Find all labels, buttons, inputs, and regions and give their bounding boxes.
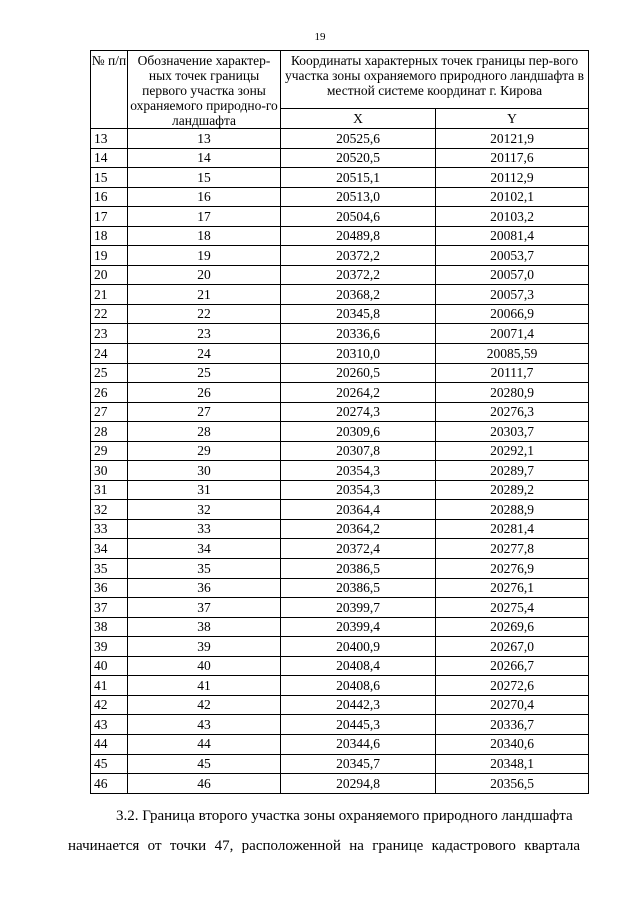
- table-row: [91, 265, 589, 285]
- point-cell: 34: [128, 539, 281, 559]
- table-row: [91, 207, 589, 227]
- y-coordinate-cell: 20292,1: [436, 441, 589, 461]
- x-coordinate-cell: 20345,7: [281, 754, 436, 774]
- table-row: [91, 422, 589, 442]
- y-coordinate-cell: 20071,4: [436, 324, 589, 344]
- y-coordinate-cell: 20276,3: [436, 402, 589, 422]
- table-row: [91, 187, 589, 207]
- table-row: [91, 226, 589, 246]
- y-coordinate-cell: 20288,9: [436, 500, 589, 520]
- row-number-cell: 28: [91, 422, 128, 442]
- row-number-cell: 43: [91, 715, 128, 735]
- row-number-cell: 15: [91, 168, 128, 188]
- point-cell: 13: [128, 129, 281, 149]
- table-row: [91, 500, 589, 520]
- row-number-cell: 32: [91, 500, 128, 520]
- x-coordinate-cell: 20520,5: [281, 148, 436, 168]
- table-row: [91, 168, 589, 188]
- x-coordinate-cell: 20368,2: [281, 285, 436, 305]
- point-cell: 25: [128, 363, 281, 383]
- x-coordinate-cell: 20504,6: [281, 207, 436, 227]
- row-number-cell: 20: [91, 265, 128, 285]
- y-coordinate-cell: 20266,7: [436, 656, 589, 676]
- row-number-cell: 26: [91, 383, 128, 403]
- point-cell: 33: [128, 519, 281, 539]
- row-number-cell: 24: [91, 344, 128, 364]
- point-cell: 14: [128, 148, 281, 168]
- point-cell: 42: [128, 695, 281, 715]
- table-row: [91, 734, 589, 754]
- row-number-cell: 14: [91, 148, 128, 168]
- table-row: [91, 559, 589, 579]
- x-coordinate-cell: 20294,8: [281, 774, 436, 794]
- point-cell: 21: [128, 285, 281, 305]
- row-number-cell: 46: [91, 774, 128, 794]
- point-cell: 27: [128, 402, 281, 422]
- x-coordinate-cell: 20442,3: [281, 695, 436, 715]
- point-cell: 28: [128, 422, 281, 442]
- row-number-cell: 41: [91, 676, 128, 696]
- table-row: [91, 519, 589, 539]
- x-coordinate-cell: 20513,0: [281, 187, 436, 207]
- table-row: [91, 461, 589, 481]
- row-number-cell: 30: [91, 461, 128, 481]
- point-cell: 45: [128, 754, 281, 774]
- x-coordinate-cell: 20264,2: [281, 383, 436, 403]
- table-row: [91, 480, 589, 500]
- point-cell: 35: [128, 559, 281, 579]
- y-coordinate-cell: 20281,4: [436, 519, 589, 539]
- row-number-cell: 27: [91, 402, 128, 422]
- header-point-designation: Обозначение характер-ных точек границы первого участка зоны охраняемого природно-го ландшафта: [128, 51, 281, 129]
- row-number-cell: 45: [91, 754, 128, 774]
- point-cell: 20: [128, 265, 281, 285]
- point-cell: 37: [128, 598, 281, 618]
- y-coordinate-cell: 20121,9: [436, 129, 589, 149]
- table-row: [91, 578, 589, 598]
- row-number-cell: 44: [91, 734, 128, 754]
- y-coordinate-cell: 20103,2: [436, 207, 589, 227]
- x-coordinate-cell: 20515,1: [281, 168, 436, 188]
- y-coordinate-cell: 20348,1: [436, 754, 589, 774]
- row-number-cell: 19: [91, 246, 128, 266]
- x-coordinate-cell: 20525,6: [281, 129, 436, 149]
- point-cell: 23: [128, 324, 281, 344]
- point-cell: 31: [128, 480, 281, 500]
- point-cell: 19: [128, 246, 281, 266]
- y-coordinate-cell: 20057,3: [436, 285, 589, 305]
- x-coordinate-cell: 20372,2: [281, 265, 436, 285]
- y-coordinate-cell: 20276,9: [436, 559, 589, 579]
- y-coordinate-cell: 20340,6: [436, 734, 589, 754]
- table-row: [91, 363, 589, 383]
- row-number-cell: 40: [91, 656, 128, 676]
- point-cell: 30: [128, 461, 281, 481]
- x-coordinate-cell: 20345,8: [281, 304, 436, 324]
- y-coordinate-cell: 20066,9: [436, 304, 589, 324]
- table-row: [91, 402, 589, 422]
- y-coordinate-cell: 20117,6: [436, 148, 589, 168]
- row-number-cell: 29: [91, 441, 128, 461]
- x-coordinate-cell: 20307,8: [281, 441, 436, 461]
- x-coordinate-cell: 20344,6: [281, 734, 436, 754]
- point-cell: 39: [128, 637, 281, 657]
- header-coordinates: Координаты характерных точек границы пер-вого участка зоны охраняемого природного ландшафта в местной системе координат г. Кирова: [281, 51, 589, 109]
- point-cell: 17: [128, 207, 281, 227]
- row-number-cell: 42: [91, 695, 128, 715]
- table-row: [91, 441, 589, 461]
- x-coordinate-cell: 20445,3: [281, 715, 436, 735]
- table-row: [91, 539, 589, 559]
- y-coordinate-cell: 20280,9: [436, 383, 589, 403]
- table-row: [91, 637, 589, 657]
- table-row: [91, 285, 589, 305]
- header-y: Y: [436, 109, 589, 129]
- y-coordinate-cell: 20272,6: [436, 676, 589, 696]
- row-number-cell: 22: [91, 304, 128, 324]
- y-coordinate-cell: 20289,2: [436, 480, 589, 500]
- x-coordinate-cell: 20386,5: [281, 578, 436, 598]
- page-number: 19: [314, 31, 326, 43]
- row-number-cell: 31: [91, 480, 128, 500]
- coordinates-table: [90, 50, 589, 794]
- x-coordinate-cell: 20408,6: [281, 676, 436, 696]
- x-coordinate-cell: 20386,5: [281, 559, 436, 579]
- x-coordinate-cell: 20310,0: [281, 344, 436, 364]
- row-number-cell: 38: [91, 617, 128, 637]
- row-number-cell: 13: [91, 129, 128, 149]
- x-coordinate-cell: 20274,3: [281, 402, 436, 422]
- y-coordinate-cell: 20053,7: [436, 246, 589, 266]
- point-cell: 38: [128, 617, 281, 637]
- row-number-cell: 37: [91, 598, 128, 618]
- row-number-cell: 16: [91, 187, 128, 207]
- x-coordinate-cell: 20354,3: [281, 461, 436, 481]
- table-row: [91, 324, 589, 344]
- x-coordinate-cell: 20399,7: [281, 598, 436, 618]
- y-coordinate-cell: 20270,4: [436, 695, 589, 715]
- x-coordinate-cell: 20399,4: [281, 617, 436, 637]
- table-row: [91, 774, 589, 794]
- row-number-cell: 35: [91, 559, 128, 579]
- point-cell: 44: [128, 734, 281, 754]
- table-row: [91, 344, 589, 364]
- row-number-cell: 17: [91, 207, 128, 227]
- point-cell: 15: [128, 168, 281, 188]
- x-coordinate-cell: 20354,3: [281, 480, 436, 500]
- y-coordinate-cell: 20289,7: [436, 461, 589, 481]
- paragraph-line-2: начинается от точки 47, расположенной на границе кадастрового квартала: [68, 838, 580, 854]
- point-cell: 24: [128, 344, 281, 364]
- x-coordinate-cell: 20260,5: [281, 363, 436, 383]
- y-coordinate-cell: 20081,4: [436, 226, 589, 246]
- x-coordinate-cell: 20408,4: [281, 656, 436, 676]
- x-coordinate-cell: 20336,6: [281, 324, 436, 344]
- point-cell: 36: [128, 578, 281, 598]
- table-row: [91, 304, 589, 324]
- point-cell: 18: [128, 226, 281, 246]
- x-coordinate-cell: 20364,4: [281, 500, 436, 520]
- table-row: [91, 383, 589, 403]
- point-cell: 16: [128, 187, 281, 207]
- table-row: [91, 598, 589, 618]
- point-cell: 26: [128, 383, 281, 403]
- y-coordinate-cell: 20057,0: [436, 265, 589, 285]
- x-coordinate-cell: 20400,9: [281, 637, 436, 657]
- row-number-cell: 36: [91, 578, 128, 598]
- table-body: [91, 129, 589, 794]
- y-coordinate-cell: 20303,7: [436, 422, 589, 442]
- row-number-cell: 23: [91, 324, 128, 344]
- table-row: [91, 246, 589, 266]
- table-row: [91, 656, 589, 676]
- row-number-cell: 18: [91, 226, 128, 246]
- y-coordinate-cell: 20276,1: [436, 578, 589, 598]
- x-coordinate-cell: 20372,2: [281, 246, 436, 266]
- point-cell: 40: [128, 656, 281, 676]
- table-row: [91, 676, 589, 696]
- y-coordinate-cell: 20112,9: [436, 168, 589, 188]
- row-number-cell: 33: [91, 519, 128, 539]
- header-x: X: [281, 109, 436, 129]
- point-cell: 41: [128, 676, 281, 696]
- paragraph-line-1: 3.2. Граница второго участка зоны охраняемого природного ландшафта: [116, 808, 573, 824]
- y-coordinate-cell: 20111,7: [436, 363, 589, 383]
- point-cell: 46: [128, 774, 281, 794]
- y-coordinate-cell: 20275,4: [436, 598, 589, 618]
- y-coordinate-cell: 20085,59: [436, 344, 589, 364]
- point-cell: 43: [128, 715, 281, 735]
- x-coordinate-cell: 20372,4: [281, 539, 436, 559]
- table-row: [91, 695, 589, 715]
- y-coordinate-cell: 20102,1: [436, 187, 589, 207]
- y-coordinate-cell: 20336,7: [436, 715, 589, 735]
- header-row-number: № п/п: [91, 51, 128, 129]
- y-coordinate-cell: 20267,0: [436, 637, 589, 657]
- table-row: [91, 148, 589, 168]
- y-coordinate-cell: 20269,6: [436, 617, 589, 637]
- x-coordinate-cell: 20489,8: [281, 226, 436, 246]
- table-row: [91, 617, 589, 637]
- row-number-cell: 21: [91, 285, 128, 305]
- y-coordinate-cell: 20277,8: [436, 539, 589, 559]
- table-row: [91, 129, 589, 149]
- y-coordinate-cell: 20356,5: [436, 774, 589, 794]
- row-number-cell: 25: [91, 363, 128, 383]
- row-number-cell: 34: [91, 539, 128, 559]
- point-cell: 29: [128, 441, 281, 461]
- point-cell: 32: [128, 500, 281, 520]
- x-coordinate-cell: 20309,6: [281, 422, 436, 442]
- x-coordinate-cell: 20364,2: [281, 519, 436, 539]
- table-row: [91, 715, 589, 735]
- row-number-cell: 39: [91, 637, 128, 657]
- point-cell: 22: [128, 304, 281, 324]
- table-row: [91, 754, 589, 774]
